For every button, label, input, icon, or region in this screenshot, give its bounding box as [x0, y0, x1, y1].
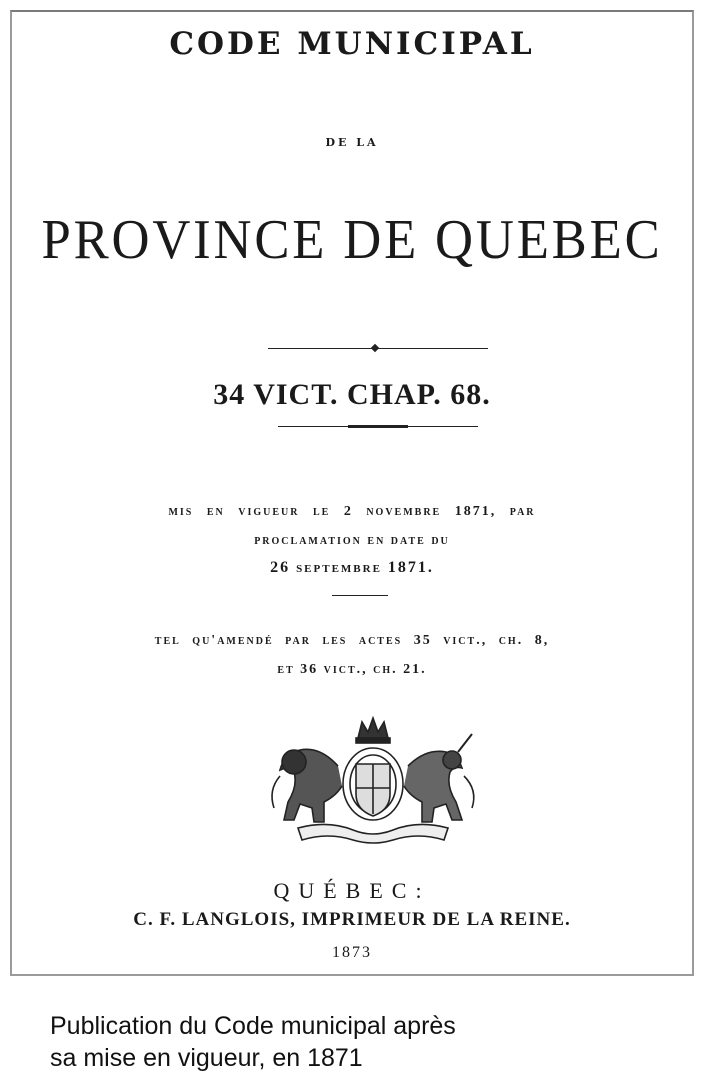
imprint-year: 1873	[332, 944, 372, 961]
enactment-line-1: mis en vigueur le 2 novembre 1871, par	[168, 504, 536, 519]
imprint-city: QUÉBEC:	[273, 878, 431, 903]
title-de-la: DE LA	[325, 136, 379, 149]
amendment-line-1: tel qu'amendé par les actes 35 vict., ch. 8,	[154, 633, 550, 648]
amendment-line-2: et 36 vict., ch. 21.	[277, 662, 427, 677]
imprint-printer: C. F. LANGLOIS, IMPRIMEUR DE LA REINE.	[133, 909, 571, 930]
title-province-de-quebec: PROVINCE DE QUEBEC	[41, 209, 663, 271]
section-divider	[332, 595, 388, 596]
chapter-reference: 34 VICT. CHAP. 68.	[213, 378, 491, 411]
royal-coat-of-arms-icon	[258, 716, 488, 846]
title-code-municipal: CODE MUNICIPAL	[169, 26, 535, 62]
caption-line-1: Publication du Code municipal après	[50, 1012, 456, 1040]
caption-line-2: sa mise en vigueur, en 1871	[50, 1044, 363, 1072]
enactment-line-3: 26 septembre 1871.	[270, 559, 434, 576]
enactment-line-2: proclamation en date du	[254, 533, 450, 548]
title-page	[10, 10, 694, 976]
image-caption	[50, 1010, 690, 1074]
